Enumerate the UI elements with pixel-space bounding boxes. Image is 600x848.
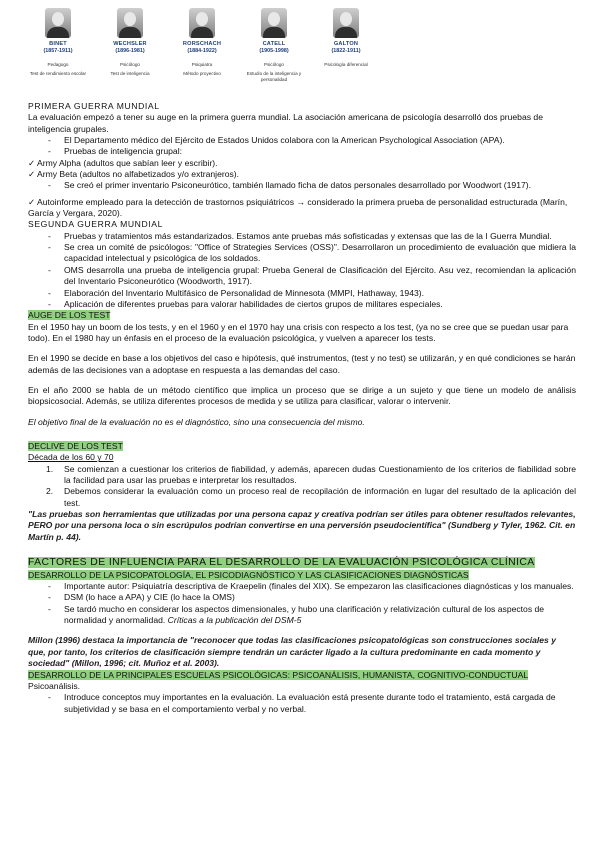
item-text: Debemos considerar la evaluación como un proceso real de recopilación de información en lugar del resultado de la aplicación del test. <box>64 486 576 508</box>
portrait-note: Estudio de la inteligencia y personalidad <box>246 71 302 82</box>
highlighted-heading: DECLIVE DE LOS TEST <box>28 440 123 451</box>
millon-quote: Millon (1996) destaca la importancia de "reconocer que todas las clasificaciones psicopatológicas son construcciones sociales y que, por tanto, los criterios de clasificación siempre tendrán un carácter ligado a la cultura predominante en cada momento y sociedad" (Millon, 1996; cit. Muñoz et al. 2003). <box>28 635 557 669</box>
highlighted-heading: FACTORES DE INFLUENCIA PARA EL DESARROLLO DE LA EVALUACIÓN PSICOLÓGICA CLÍNICA <box>28 557 535 569</box>
check-icon: ✓ <box>28 157 36 168</box>
portrait-photo <box>189 8 215 38</box>
section-heading-auge <box>28 310 576 321</box>
list-item: - OMS desarrolla una prueba de inteligencia grupal: Prueba General de Clasificación del Ejército. Asu vez, recomiendan la aplicación del Inventario Psiconeurótico (Woodworth, 1917). <box>28 265 576 288</box>
portrait-role: Psicología diferencial <box>324 61 368 67</box>
ww1-list <box>28 135 576 158</box>
portrait-years: (1857-1911) <box>43 48 73 55</box>
psicoanalisis-label: Psicoanálisis. <box>28 680 81 691</box>
check-icon: ✓ <box>28 196 36 207</box>
portrait-name: WECHSLER <box>113 41 147 47</box>
portrait-photo <box>45 8 71 38</box>
item-number: 2. <box>46 486 54 497</box>
auge-paragraph-1: En el 1950 hay un boom de los tests, y en el 1960 y en el 1970 hay una crisis con respecto a los test, (ya no se cree que se puedan usar para todo). En el 1980 hay un énfasis en el proceso de la evaluación psicológica, y vuelven a aparecer los tests. <box>28 321 569 343</box>
portrait-photo <box>117 8 143 38</box>
portrait-name: GALTON <box>333 41 359 47</box>
factores-list <box>28 581 576 626</box>
list-item: - Se creó el primer inventario Psiconeurótico, también llamado ficha de datos personales desarrollado por Woodwort (1917). <box>28 180 576 191</box>
check-item-autoinforme <box>28 197 576 220</box>
item-text: Se tardó mucho en considerar los aspectos dimensionales, y hubo una clarificación y relativización cultural de los aspectos de normalidad y anormalidad. <box>64 603 545 626</box>
section-heading-factores <box>28 556 576 570</box>
item-number: 1. <box>46 463 54 474</box>
portrait-years: (1822-1911) <box>331 48 361 55</box>
list-item: - Elaboración del Inventario Multifásico de Personalidad de Minnesota (MMPI, Hathaway, 1943). <box>28 288 576 299</box>
section-heading-ww1: PRIMERA GUERRA MUNDIAL <box>28 101 160 111</box>
portrait-note: Método proyectivo <box>183 71 221 77</box>
check-text: Army Beta (adultos no alfabetizados y/o extranjeros). <box>37 169 240 180</box>
list-item: - Pruebas de inteligencia grupal: <box>28 146 576 157</box>
subheading-psicopatologia <box>28 570 576 581</box>
subheading-escuelas <box>28 670 576 681</box>
section-heading-ww2: SEGUNDA GUERRA MUNDIAL <box>28 219 163 230</box>
portrait-binet <box>22 8 94 77</box>
ww1-list-2 <box>28 180 576 191</box>
auge-paragraph-2: En el 1990 se decide en base a los objetivos del caso e hipótesis, qué instrumentos, (test y no test) se utilizarán, y en qué condiciones se harán además de las decisiones van a adoptase en respuesta a las demandas del caso. <box>28 353 576 375</box>
highlighted-subheading: DESARROLLO DE LA PSICOPATOLOGÍA, EL PSICODIAGNÓSTICO Y LAS CLASIFICACIONES DIAGNÓSTICAS <box>28 569 469 580</box>
highlighted-heading: AUGE DE LOS TEST <box>28 310 111 321</box>
psicoanalisis-list <box>28 692 576 715</box>
check-text: Army Alpha (adultos que sabían leer y escribir). <box>37 157 218 168</box>
portrait-photo <box>333 8 359 38</box>
check-text: Autoinforme empleado para la detección de trastornos psiquiátricos → considerado la primera prueba de personalidad estructurada (Marín, García y Vergara, 2020). <box>28 196 568 219</box>
highlighted-subheading: DESARROLLO DE LA PRINCIPALES ESCUELAS PSICOLÓGICAS: PSICOANÁLISIS, HUMANISTA, COGNITIVO-CONDUCTUAL <box>28 669 529 680</box>
portrait-role: Psicólogo <box>264 61 284 67</box>
portrait-wechsler <box>94 8 166 77</box>
ww1-intro: La evaluación empezó a tener su auge en la primera guerra mundial. La asociación americana de psicología desarrolló dos pruebas de inteligencia grupales. <box>28 112 543 134</box>
portrait-rorschach <box>166 8 238 77</box>
check-item-beta <box>28 169 576 180</box>
item-text: Se comienzan a cuestionar los criterios de fiabilidad, y además, aparecen dudas Cuestionamiento de los criterios de fiabilidad sobre la facilidad para usar las pruebas e interpretar los resultados. <box>64 463 576 485</box>
portrait-name: CATELL <box>262 41 286 47</box>
portrait-name: BINET <box>49 41 67 47</box>
item-italic-note: Críticas a la publicación del DSM-5 <box>167 615 302 626</box>
section-heading-declive <box>28 441 576 452</box>
numbered-item <box>28 486 576 509</box>
portrait-years: (1896-1981) <box>115 48 145 55</box>
portrait-note: Test de rendimiento escolar <box>29 71 87 77</box>
auge-paragraph-3: En el año 2000 se habla de un método científico que implica un proceso que se dirige a un sujeto y que tiene un modelo de análisis biopsicosocial. Además, se utiliza diferentes procesos de medida y se utiliza para clasificar, valorar o intervenir. <box>28 384 576 407</box>
list-item: - Aplicación de diferentes pruebas para valorar habilidades de ciertos grupos de militares especiales. <box>28 299 576 310</box>
portrait-catell <box>238 8 310 83</box>
portrait-photo <box>261 8 287 38</box>
list-item <box>28 604 576 627</box>
portrait-years: (1905-1998) <box>259 48 289 55</box>
declive-quote: "Las pruebas son herramientas que utilizadas por una persona capaz y creativa podrían ser útiles para obtener resultados relevantes, PERO por una persona loca o sin escrúpulos podrían convertirse en una perversión pseudocientífica" (Sundberg y Tyler, 1962. Cit. en Martín p. 44). <box>28 509 576 542</box>
portrait-role: Pedagogo <box>47 61 69 67</box>
list-item: - DSM (lo hace a APA) y CIE (lo hace la OMS) <box>28 592 576 603</box>
numbered-item <box>28 464 576 487</box>
portraits-strip <box>22 8 382 100</box>
list-item: - Se crea un comité de psicólogos: "Office of Strategies Services (OSS)". Desarrollaron un procedimiento de evaluación que midiera la capacidad intelectual y psicológica de los soldados. <box>28 242 576 265</box>
check-item-alpha <box>28 158 576 169</box>
declive-list <box>28 464 576 509</box>
portrait-note: Test de inteligencia <box>110 71 150 77</box>
declive-subheading: Década de los 60 y 70 <box>28 452 114 463</box>
portrait-role: Psiquiatra <box>191 61 213 67</box>
auge-paragraph-4: El objetivo final de la evaluación no es el diagnóstico, sino una consecuencia del mismo. <box>28 416 365 427</box>
list-item: - Importante autor: Psiquiatría descriptiva de Kraepelin (finales del XIX). Se empezaron las clasificaciones diagnósticas y los manuales. <box>28 581 576 592</box>
portrait-name: RORSCHACH <box>182 41 222 47</box>
list-item: - El Departamento médico del Ejército de Estados Unidos colabora con la American Psychological Association (APA). <box>28 135 576 146</box>
ww2-list <box>28 231 576 310</box>
portrait-galton <box>310 8 382 67</box>
list-item: - Pruebas y tratamientos más estandarizados. Estamos ante pruebas más sofisticadas y extensas que las de la I Guerra Mundial. <box>28 231 576 242</box>
list-item: - Introduce conceptos muy importantes en la evaluación. La evaluación está presente durante todo el tratamiento, está cargada de subjetividad y se basa en el comportamiento verbal y no verbal. <box>28 692 576 715</box>
check-icon: ✓ <box>28 169 36 180</box>
portrait-years: (1884-1922) <box>187 48 217 55</box>
portrait-role: Psicólogo <box>120 61 140 67</box>
document-body <box>28 101 576 715</box>
